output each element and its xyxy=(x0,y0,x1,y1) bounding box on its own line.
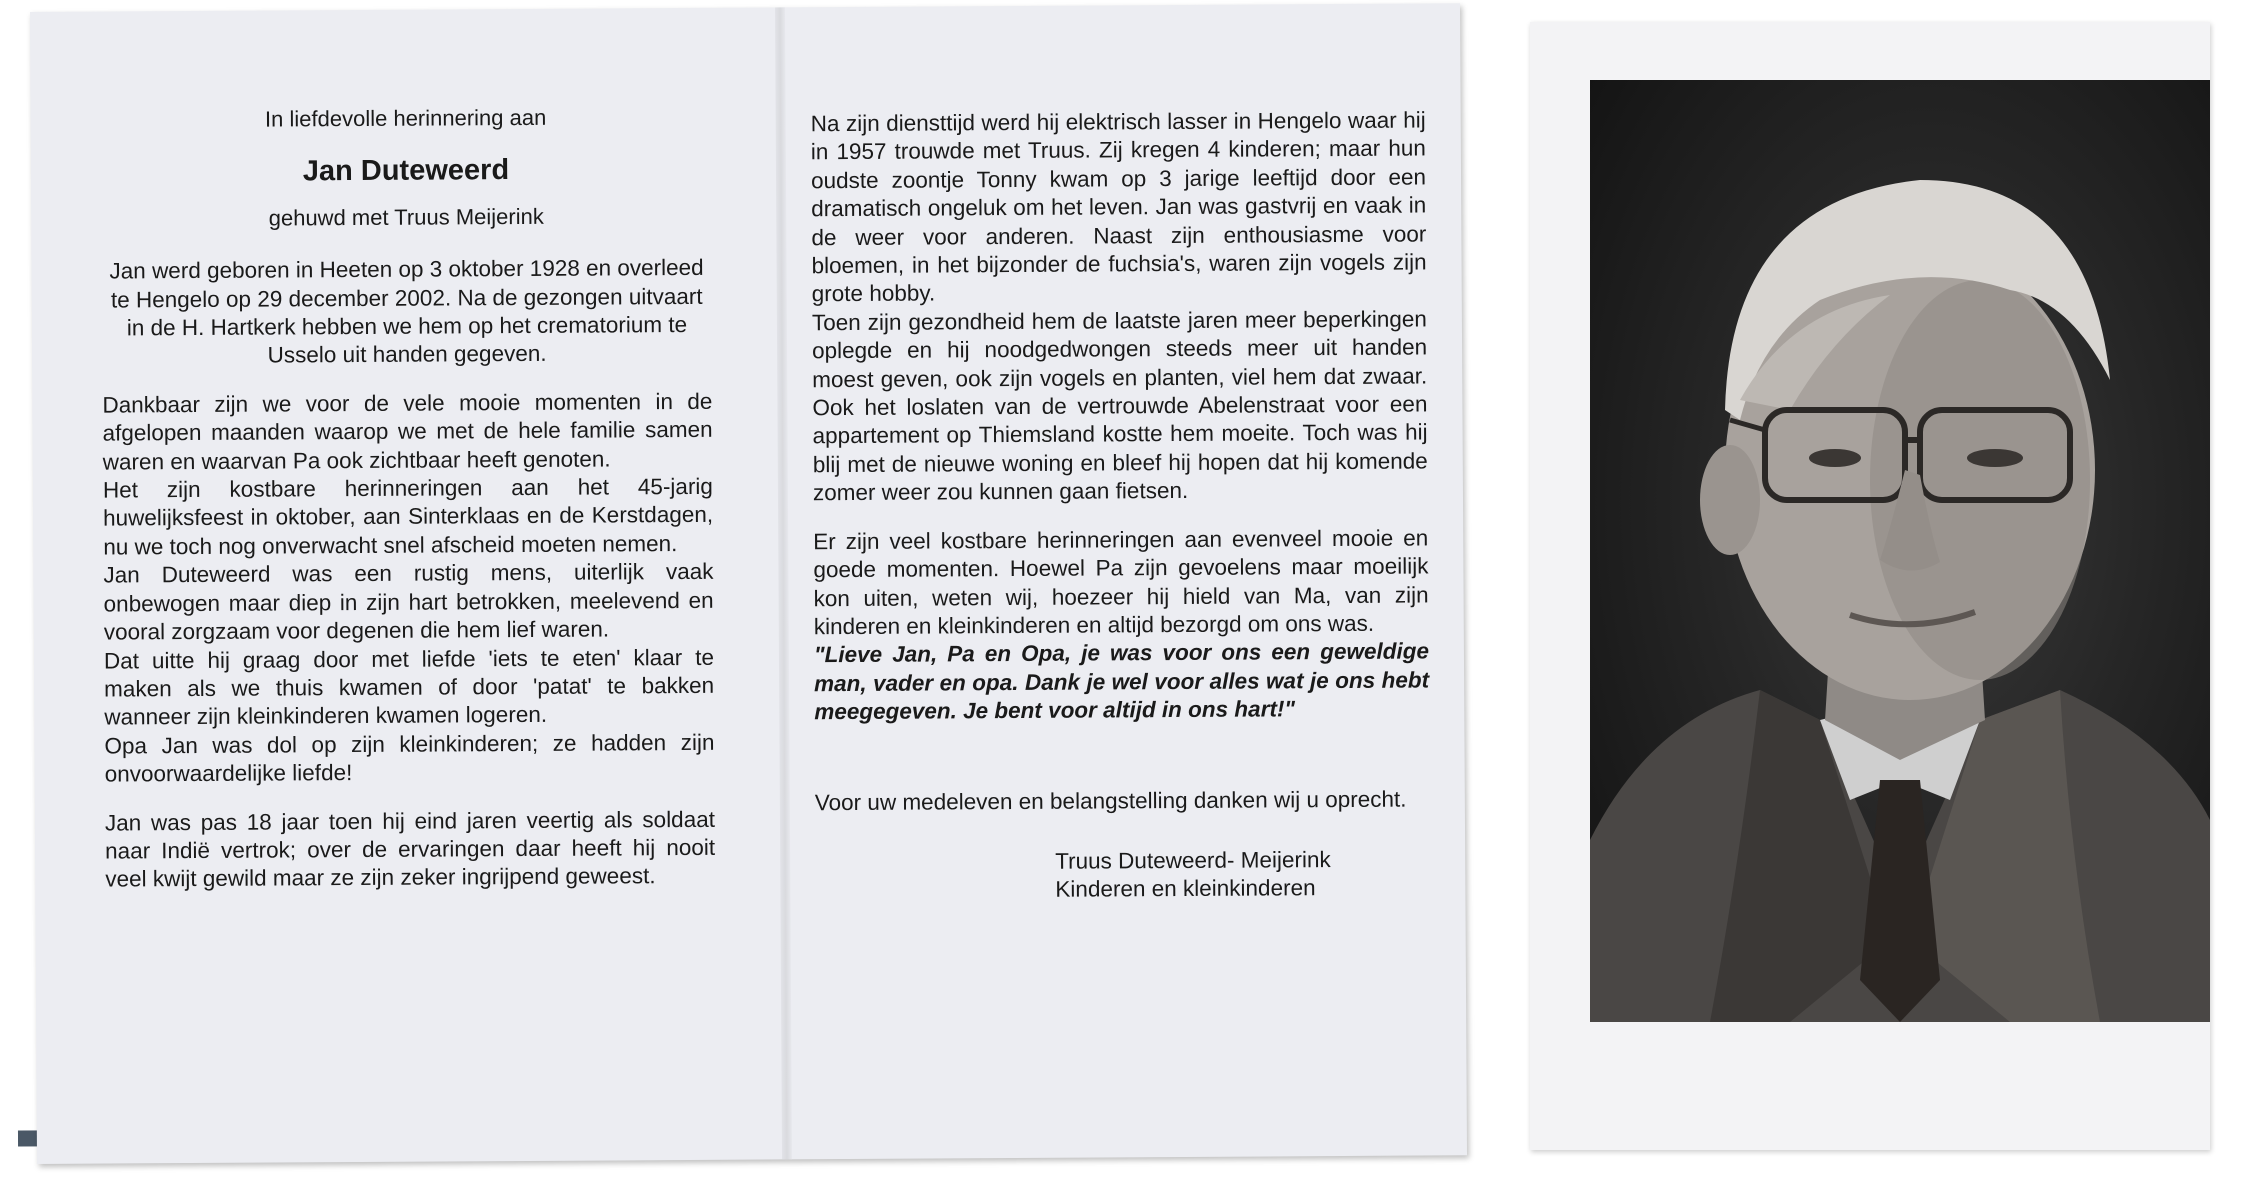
signature-family: Kinderen en kleinkinderen xyxy=(1055,875,1316,903)
right-page xyxy=(810,3,1430,905)
reflection-paragraph: Er zijn veel kostbare herinneringen aan evenveel mooie en goede momenten. Hoewel Pa zijn gevoelens maar moeilijk kon uiten, weten wij, hoezeer hij hield van Ma, van zijn kinderen en kleinkinderen en altijd bezorgd om ons was. xyxy=(813,525,1429,640)
character-paragraph: Jan Duteweerd was een rustig mens, uiterlijk vaak onbewogen maar diep in zijn hart betrokken, meelevend en vooral zorgzaam voor degenen die hem lief waren. xyxy=(103,559,714,645)
birth-death-paragraph: Jan werd geboren in Heeten op 3 oktober 1928 en overleed te Hengelo op 29 december 2002. Na de gezongen uitvaart in de H. Hartkerk hebben we hem op het crematorium te Usselo uit handen gegeven. xyxy=(109,255,704,368)
portrait-photo-icon xyxy=(1590,80,2210,1022)
cooking-paragraph: Dat uitte hij graag door met liefde 'iets te eten' klaar te maken als we thuis kwamen of door 'patat' te bakken wanneer zijn kleinkinderen kwamen logeren. xyxy=(103,644,715,730)
spouse-line: gehuwd met Truus Meijerink xyxy=(268,203,544,231)
deceased-name: Jan Duteweerd xyxy=(302,154,510,188)
health-paragraph: Toen zijn gezondheid hem de laatste jaren meer beperkingen oplegde en hij noodgedwongen steeds meer uit handen moest geven, ook zijn vogels en planten, viel hem dat zwaar. Ook het loslaten van de vertrouwde Abelenstraat voor een appartement op Thiemsland kostte hem moeite. Toch was hij blij met de nieuwe woning en bleef hij hopen dat hij komende zomer weer zou kunnen gaan fietsen. xyxy=(811,306,1428,506)
gratitude-paragraph: Dankbaar zijn we voor de vele mooie momenten in de afgelopen maanden waarop we met de hele familie samen waren en waarvan Pa ook zichtbaar heeft genoten. xyxy=(102,388,713,475)
ear xyxy=(1700,445,1760,555)
intro-line: In liefdevolle herinnering aan xyxy=(264,104,547,132)
photo-card xyxy=(1530,22,2210,1150)
tie xyxy=(1860,780,1940,1022)
memorial-card xyxy=(30,3,1467,1164)
military-paragraph: Jan was pas 18 jaar toen hij eind jaren veertig als soldaat naar Indië vertrok; over de ervaringen daar heeft hij nooit veel kwijt gewild maar ze zijn zeker ingrijpend geweest. xyxy=(104,806,716,892)
thanks-line: Voor uw medeleven en belangstelling danken wij u oprecht. xyxy=(814,786,1407,815)
left-page xyxy=(100,8,715,894)
eye-right xyxy=(1967,449,2023,467)
portrait-drawing xyxy=(1590,80,2210,1022)
memories-paragraph: Het zijn kostbare herinneringen aan het 45-jarig huwelijksfeest in oktober, aan Sinterklaas en de Kerstdagen, nu we toch nog onverwacht snel afscheid moeten nemen. xyxy=(102,473,714,560)
farewell-quote: "Lieve Jan, Pa en Opa, je was voor ons een geweldige man, vader en opa. Dank je wel voor alles wat je ons hebt meegegeven. Je bent voor altijd in ons hart!" xyxy=(813,638,1430,725)
eye-left xyxy=(1809,449,1861,467)
grandchildren-paragraph: Opa Jan was dol op zijn kleinkinderen; ze hadden zijn onvoorwaardelijke liefde! xyxy=(104,729,715,787)
career-paragraph: Na zijn diensttijd werd hij elektrisch lasser in Hengelo waar hij in 1957 trouwde met Truus. Zij kregen 4 kinderen; maar hun oudste zoontje Tonny kwam op 3 jarige leeftijd door een dramatisch ongeluk om het leven. Jan was gastvrij en vaak in de weer voor anderen. Naast zijn enthousiasme voor bloemen, in het bijzonder de fuchsia's, waren zijn vogels zijn grote hobby. xyxy=(810,107,1427,307)
signature-name: Truus Duteweerd- Meijerink xyxy=(1055,847,1331,874)
signature-block xyxy=(1055,845,1430,904)
